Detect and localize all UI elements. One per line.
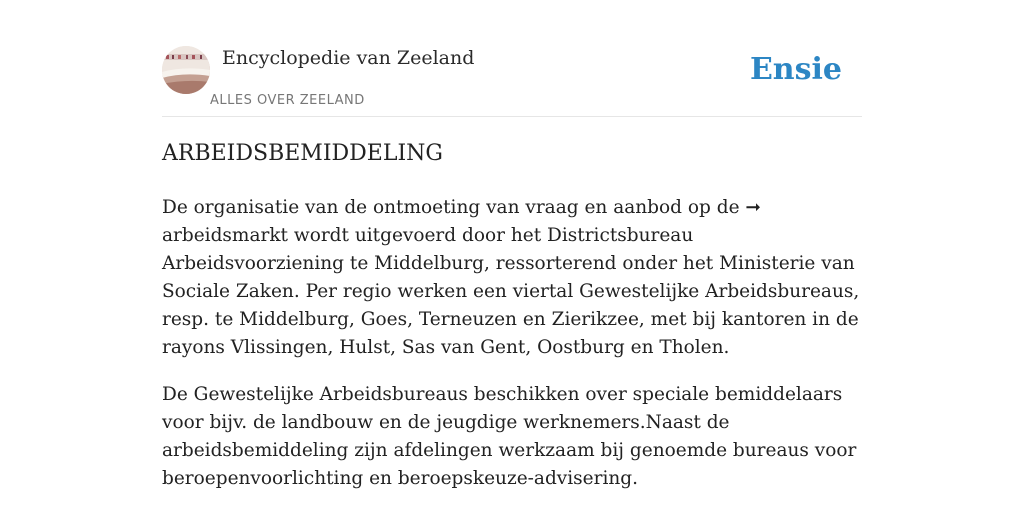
paragraph-text: De organisatie van de ontmoeting van vraag en aanbod op de [162,197,746,218]
article-paragraph-2: De Gewestelijke Arbeidsbureaus beschikken over speciale bemiddelaars voor bijv. de landbouw en de jeugdige werknemers.Naast de arbeidsbemiddeling zijn afdelingen werkzaam bij genoemde bureaus voor beroepenvoorlichting en beroepskeuze-advisering. [162,384,857,489]
paragraph-text: wordt uitgevoerd door het Districtsbureau Arbeidsvoorziening te Middelburg, ressorterend onder het Ministerie van Sociale Zaken. Per regio werken een viertal Gewestelijke Arbeidsbureaus, resp. te Middelburg, Goes, Terneuzen en Zierikzee, met bij kantoren in de rayons Vlissingen, Hulst, Sas van Gent, Oostburg en Tholen. [162,225,860,358]
article-content [162,138,862,493]
article-title: ARBEIDSBEMIDDELING [162,141,443,166]
logo-image [162,46,210,94]
article-paragraph-1 [162,194,862,362]
book-photo-logo-icon[interactable] [162,46,210,94]
brand-logo-text[interactable]: Ensie [749,52,842,87]
arrow-right-icon: ➞ [745,197,761,218]
site-subtitle: ALLES OVER ZEELAND [210,93,365,108]
site-header [162,46,862,117]
site-title[interactable]: Encyclopedie van Zeeland [222,47,475,69]
arbeidsmarkt-link[interactable]: arbeidsmarkt [162,225,288,246]
